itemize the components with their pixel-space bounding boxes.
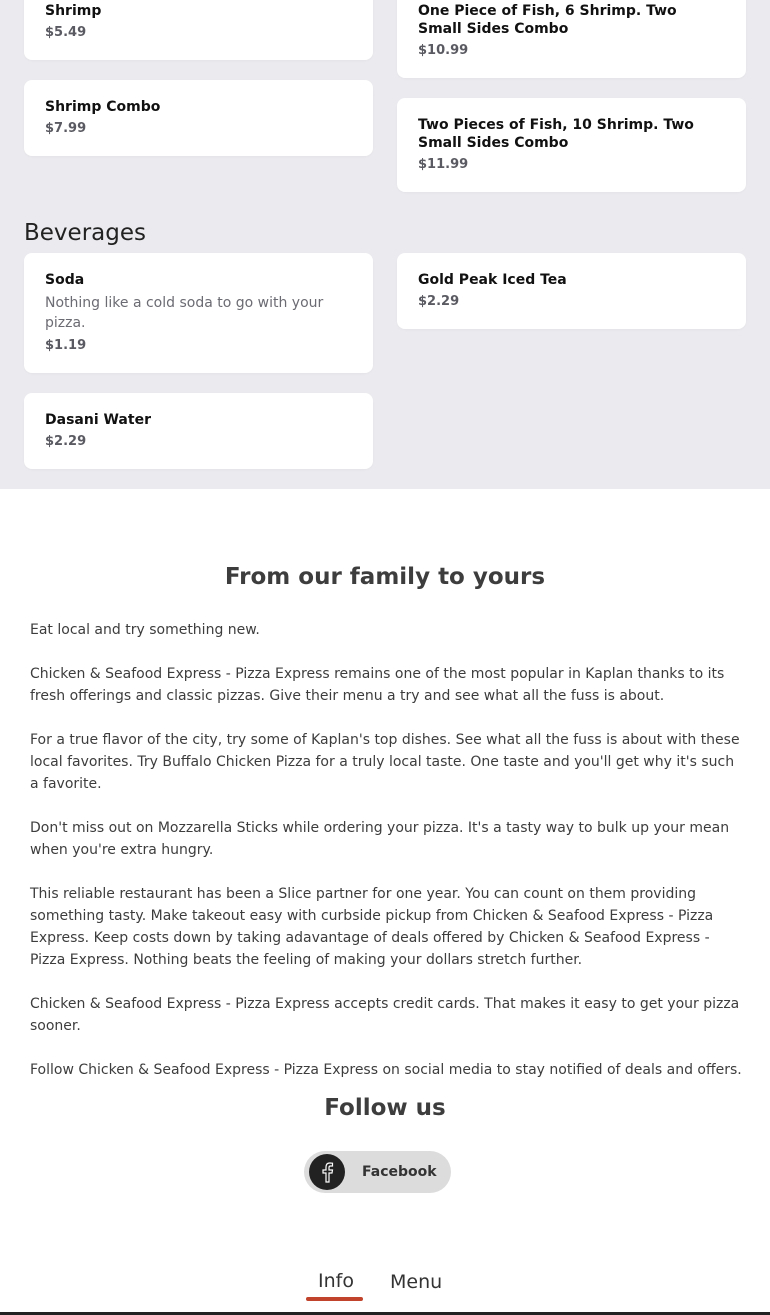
menu-item-card[interactable] [397, 253, 746, 329]
beverages-heading: Beverages [24, 220, 146, 246]
menu-item-card[interactable] [24, 0, 373, 60]
item-name: Shrimp Combo [45, 99, 161, 115]
facebook-button[interactable] [304, 1151, 451, 1193]
tab-menu[interactable]: Menu [390, 1271, 443, 1293]
item-price: $7.99 [45, 121, 87, 136]
info-paragraph: Don't miss out on Mozzarella Sticks while ordering your pizza. It's a tasty way to bulk up your mean when you're extra hungry. [30, 820, 730, 858]
item-name: Soda [45, 272, 85, 288]
menu-item-card[interactable] [24, 80, 373, 156]
menu-item-card[interactable] [24, 253, 373, 373]
info-paragraph: This reliable restaurant has been a Slice partner for one year. You can count on them providing something tasty. Make takeout easy with curbside pickup from Chicken & Seafood Express - Pizza Express. Keep costs down by taking adavantage of deals offered by Chicken & Seafood Express - Pizza Express. Nothing beats the feeling of making your dollars stretch further. [30, 886, 714, 968]
item-description: Nothing like a cold soda to go with your pizza. [45, 295, 324, 331]
info-paragraph: Eat local and try something new. [30, 622, 260, 638]
menu-section [0, 0, 770, 489]
facebook-label: Facebook [362, 1164, 437, 1180]
menu-item-card[interactable] [397, 0, 746, 78]
item-price: $2.29 [418, 294, 460, 309]
info-body [30, 619, 745, 1103]
item-name: Dasani Water [45, 412, 151, 428]
bottom-tab-bar [0, 1262, 770, 1315]
info-paragraph: Chicken & Seafood Express - Pizza Express remains one of the most popular in Kaplan thanks to its fresh offerings and classic pizzas. Give their menu a try and see what all the fuss is about. [30, 666, 725, 704]
follow-us-title: Follow us [324, 1095, 446, 1121]
item-name: Gold Peak Iced Tea [418, 272, 567, 288]
info-paragraph: Chicken & Seafood Express - Pizza Express accepts credit cards. That makes it easy to get your pizza sooner. [30, 996, 740, 1034]
item-name: One Piece of Fish, 6 Shrimp. Two Small Sides Combo [418, 3, 677, 37]
item-price: $10.99 [418, 43, 469, 58]
info-paragraph: For a true flavor of the city, try some of Kaplan's top dishes. See what all the fuss is about with these local favorites. Try Buffalo Chicken Pizza for a truly local taste. One taste and you'll get why it's such a favorite. [30, 732, 740, 792]
info-paragraph: Follow Chicken & Seafood Express - Pizza Express on social media to stay notified of deals and offers. [30, 1062, 742, 1078]
menu-item-card[interactable] [397, 98, 746, 192]
tab-info[interactable]: Info [318, 1270, 354, 1292]
item-price: $1.19 [45, 338, 87, 353]
item-price: $11.99 [418, 157, 469, 172]
info-title: From our family to yours [224, 564, 546, 590]
menu-item-card[interactable] [24, 393, 373, 469]
item-name: Shrimp [45, 3, 102, 19]
item-price: $2.29 [45, 434, 87, 449]
active-tab-indicator [306, 1297, 363, 1301]
item-name: Two Pieces of Fish, 10 Shrimp. Two Small Sides Combo [418, 117, 694, 151]
facebook-icon [309, 1154, 345, 1190]
item-price: $5.49 [45, 25, 87, 40]
